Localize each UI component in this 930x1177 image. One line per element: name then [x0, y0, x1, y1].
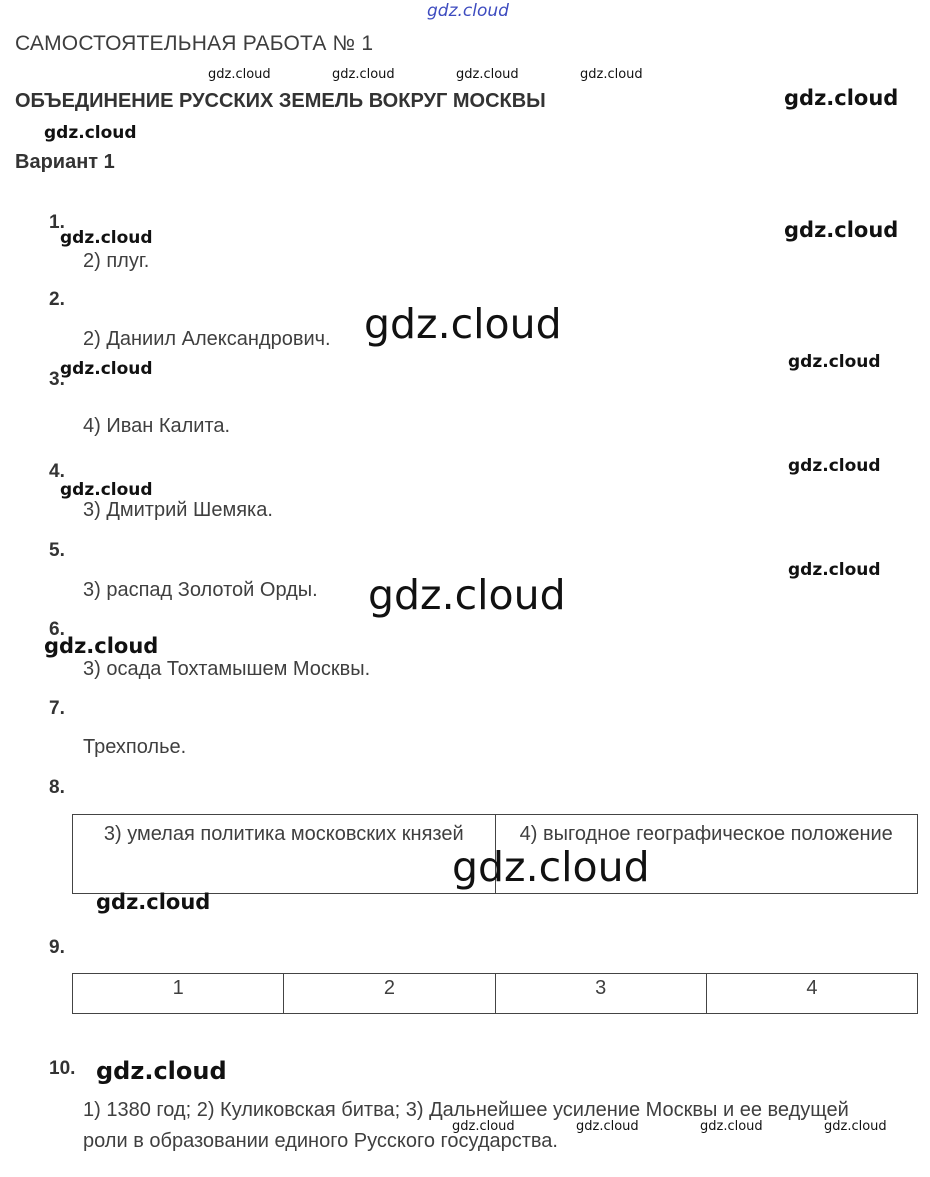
question-number: 6. — [49, 619, 65, 640]
watermark-text: gdz.cloud — [44, 123, 137, 143]
variant-label: Вариант 1 — [15, 151, 115, 173]
question-number: 5. — [49, 540, 65, 561]
watermark-text: gdz.cloud — [60, 480, 153, 500]
table-row — [73, 974, 918, 1014]
table-cell: 3) умелая политика московских князей — [73, 815, 496, 894]
watermark-text: gdz.cloud — [60, 228, 153, 248]
table-cell: 4 — [706, 974, 917, 1014]
watermark-text: gdz.cloud — [427, 1, 509, 21]
watermark-text: gdz.cloud — [788, 352, 881, 372]
watermark-text: gdz.cloud — [576, 1119, 639, 1134]
question-number: 7. — [49, 698, 65, 719]
table-cell: 1 — [73, 974, 284, 1014]
question-number: 8. — [49, 777, 65, 798]
question-number: 9. — [49, 937, 65, 958]
watermark-text: gdz.cloud — [208, 67, 271, 82]
question-answer: 3) распад Золотой Орды. — [83, 579, 318, 601]
question-answer: 2) плуг. — [83, 250, 150, 272]
watermark-text: gdz.cloud — [452, 1119, 515, 1134]
question-number: 2. — [49, 289, 65, 310]
table-cell: 4) выгодное географическое положение — [495, 815, 918, 894]
watermark-text: gdz.cloud — [44, 634, 159, 658]
answer-table-q9 — [72, 973, 918, 1014]
question-answer: 4) Иван Калита. — [83, 415, 231, 437]
question-number: 10. — [49, 1058, 76, 1079]
question-answer: 2) Даниил Александрович. — [83, 328, 331, 350]
watermark-text: gdz.cloud — [788, 560, 881, 580]
question-answer: 3) осада Тохтамышем Москвы. — [83, 658, 371, 680]
watermark-text: gdz.cloud — [824, 1119, 887, 1134]
work-title: САМОСТОЯТЕЛЬНАЯ РАБОТА № 1 — [15, 32, 374, 55]
question-number: 1. — [49, 212, 65, 233]
question-number: 3. — [49, 369, 65, 390]
watermark-text: gdz.cloud — [788, 456, 881, 476]
watermark-text: gdz.cloud — [96, 1057, 227, 1085]
watermark-text: gdz.cloud — [700, 1119, 763, 1134]
question-answer: 3) Дмитрий Шемяка. — [83, 499, 273, 521]
watermark-text: gdz.cloud — [368, 571, 566, 619]
watermark-text: gdz.cloud — [332, 67, 395, 82]
watermark-text: gdz.cloud — [456, 67, 519, 82]
table-cell: 2 — [284, 974, 495, 1014]
watermark-text: gdz.cloud — [784, 218, 899, 242]
watermark-text: gdz.cloud — [784, 86, 899, 110]
question-answer: Трехполье. — [83, 736, 187, 758]
watermark-text: gdz.cloud — [452, 843, 650, 891]
watermark-text: gdz.cloud — [60, 359, 153, 379]
topic-title: ОБЪЕДИНЕНИЕ РУССКИХ ЗЕМЕЛЬ ВОКРУГ МОСКВЫ — [15, 90, 546, 112]
watermark-text: gdz.cloud — [96, 890, 211, 914]
question-answer: 1) 1380 год; 2) Куликовская битва; 3) Дальнейшее усиление Москвы и ее ведущей роли в образовании единого Русского государства. — [83, 1099, 849, 1152]
question-number: 4. — [49, 461, 65, 482]
watermark-text: gdz.cloud — [364, 300, 562, 348]
table-cell: 3 — [495, 974, 706, 1014]
watermark-text: gdz.cloud — [580, 67, 643, 82]
